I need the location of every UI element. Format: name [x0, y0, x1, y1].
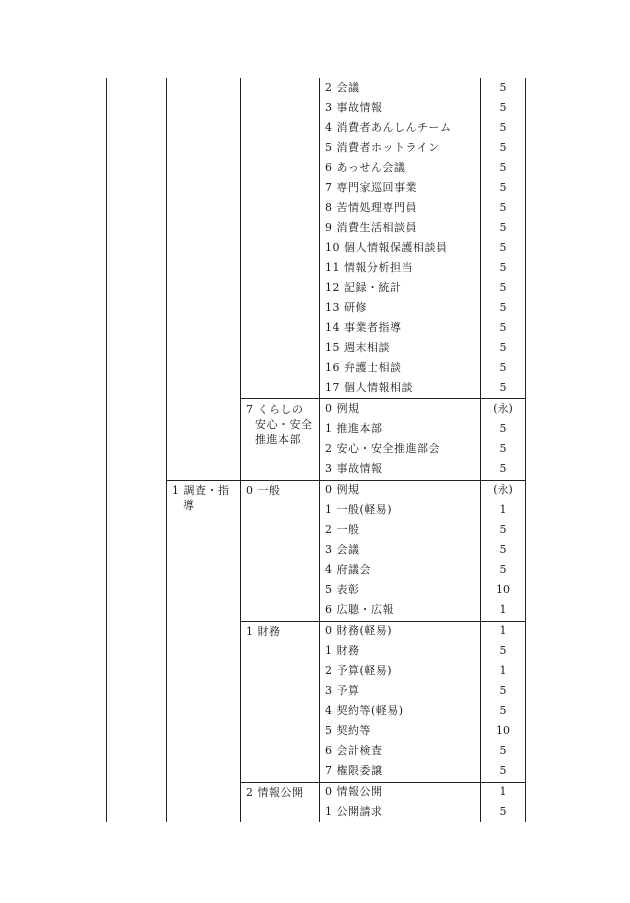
- item-name: 1 一般(軽易): [325, 503, 393, 516]
- retention-period: 5: [499, 523, 507, 536]
- item-name: 7 専門家巡回事業: [325, 181, 417, 194]
- retention-period: 5: [499, 261, 507, 274]
- item-name: 2 予算(軽易): [325, 664, 393, 677]
- category-label: 1 調査・指: [172, 484, 230, 497]
- item-name: 8 苦情処理専門員: [325, 201, 417, 214]
- group-separator: [240, 398, 525, 399]
- group-separator: [166, 480, 525, 481]
- item-name: 2 一般: [325, 523, 360, 536]
- retention-period: 1: [499, 624, 507, 637]
- retention-period: 5: [499, 281, 507, 294]
- item-name: 7 権限委譲: [325, 764, 383, 777]
- retention-period: 1: [499, 785, 507, 798]
- group-separator: [240, 782, 525, 783]
- item-name: 2 会議: [325, 81, 360, 94]
- retention-period: 10: [496, 724, 510, 737]
- retention-period: 5: [499, 241, 507, 254]
- subcategory-label: 2 情報公開: [246, 786, 304, 799]
- retention-period: 5: [499, 141, 507, 154]
- retention-period: 1: [499, 664, 507, 677]
- retention-period: 5: [499, 101, 507, 114]
- item-name: 0 情報公開: [325, 785, 383, 798]
- retention-period: 5: [499, 422, 507, 435]
- item-name: 1 財務: [325, 644, 360, 657]
- retention-period: 5: [499, 81, 507, 94]
- item-name: 3 事故情報: [325, 462, 383, 475]
- item-name: 1 推進本部: [325, 422, 383, 435]
- retention-period: 5: [499, 321, 507, 334]
- retention-period: 5: [499, 381, 507, 394]
- retention-period: 5: [499, 563, 507, 576]
- retention-period: 5: [499, 161, 507, 174]
- retention-period: 5: [499, 442, 507, 455]
- item-name: 17 個人情報相談: [325, 381, 413, 394]
- item-name: 9 消費生活相談員: [325, 221, 417, 234]
- retention-period: 5: [499, 361, 507, 374]
- retention-period: 5: [499, 181, 507, 194]
- item-name: 5 表彰: [325, 583, 360, 596]
- item-name: 12 記録・統計: [325, 281, 402, 294]
- item-name: 10 個人情報保護相談員: [325, 241, 448, 254]
- subcategory-label: 推進本部: [255, 433, 301, 446]
- subcategory-label: 0 一般: [246, 484, 281, 497]
- table-column-divider: [319, 78, 320, 822]
- table-column-divider: [240, 78, 241, 822]
- item-name: 15 週末相談: [325, 341, 390, 354]
- subcategory-label: 安心・安全: [255, 418, 313, 431]
- retention-period: 5: [499, 462, 507, 475]
- retention-period: 10: [496, 583, 510, 596]
- item-name: 1 公開請求: [325, 805, 383, 818]
- retention-period: 5: [499, 644, 507, 657]
- retention-period: 5: [499, 805, 507, 818]
- group-separator: [240, 621, 525, 622]
- retention-period: 5: [499, 341, 507, 354]
- item-name: 4 府議会: [325, 563, 371, 576]
- retention-period: 5: [499, 684, 507, 697]
- retention-period: 5: [499, 543, 507, 556]
- item-name: 2 安心・安全推進部会: [325, 442, 440, 455]
- item-name: 6 会計検査: [325, 744, 383, 757]
- subcategory-label: 1 財務: [246, 625, 281, 638]
- item-name: 4 契約等(軽易): [325, 704, 404, 717]
- item-name: 14 事業者指導: [325, 321, 402, 334]
- item-name: 4 消費者あんしんチーム: [325, 121, 452, 134]
- item-name: 0 財務(軽易): [325, 624, 393, 637]
- item-name: 16 弁護士相談: [325, 361, 402, 374]
- item-name: 13 研修: [325, 301, 367, 314]
- retention-period: 1: [499, 503, 507, 516]
- item-name: 0 例規: [325, 402, 360, 415]
- retention-period: 5: [499, 121, 507, 134]
- subcategory-label: 7 くらしの: [246, 403, 304, 416]
- retention-period: 5: [499, 704, 507, 717]
- table-column-divider: [166, 78, 167, 822]
- retention-period: 5: [499, 201, 507, 214]
- retention-period: 1: [499, 603, 507, 616]
- retention-period: (永): [493, 402, 513, 415]
- retention-period: 5: [499, 744, 507, 757]
- retention-period: 5: [499, 221, 507, 234]
- item-name: 6 広聴・広報: [325, 603, 394, 616]
- item-name: 5 契約等: [325, 724, 371, 737]
- table-border-left: [106, 78, 107, 822]
- item-name: 3 会議: [325, 543, 360, 556]
- retention-period: (永): [493, 483, 513, 496]
- item-name: 5 消費者ホットライン: [325, 141, 440, 154]
- item-name: 3 事故情報: [325, 101, 383, 114]
- category-label: 導: [183, 499, 195, 512]
- item-name: 3 予算: [325, 684, 360, 697]
- retention-period: 5: [499, 764, 507, 777]
- item-name: 6 あっせん会議: [325, 161, 406, 174]
- item-name: 11 情報分析担当: [325, 261, 413, 274]
- item-name: 0 例規: [325, 483, 360, 496]
- retention-period: 5: [499, 301, 507, 314]
